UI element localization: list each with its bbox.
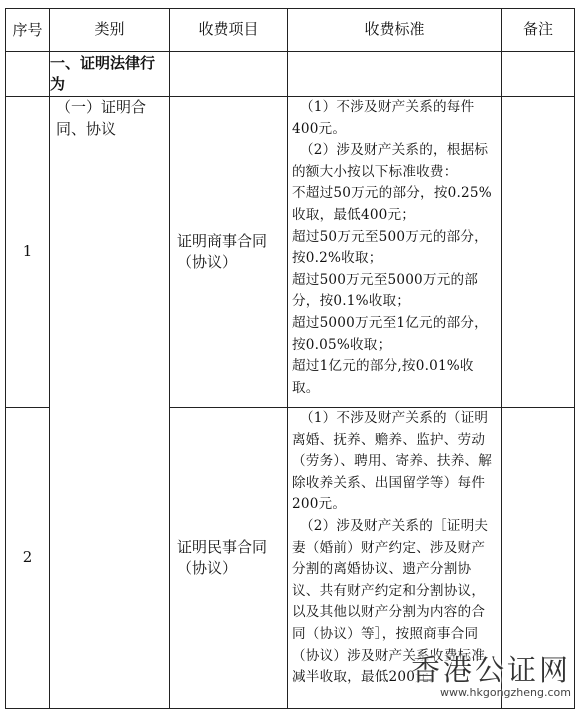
header-note: 备注 bbox=[502, 9, 575, 52]
section-row bbox=[6, 52, 575, 97]
watermark-url: www.hkgongzheng.com bbox=[440, 686, 571, 699]
watermark-text: 香港公证网 bbox=[410, 653, 571, 687]
section-item-cell bbox=[170, 52, 288, 97]
standard-line: （1）不涉及财产关系的（证明离婚、抚养、赡养、监护、劳动（劳务）、聘用、寄养、扶养、解除收养关系、出国留学等）每件200元。 bbox=[292, 410, 493, 513]
header-standard: 收费标准 bbox=[288, 9, 502, 52]
standard-line: 超过1亿元的部分,按0.01%收取。 bbox=[292, 358, 474, 396]
row-number: 2 bbox=[6, 408, 50, 709]
header-item: 收费项目 bbox=[170, 9, 288, 52]
standard-line: 超过5000万元至1亿元的部分，按0.05%收取； bbox=[292, 314, 488, 353]
row-note bbox=[502, 97, 575, 408]
section-note-cell bbox=[502, 52, 575, 97]
section-no-cell bbox=[6, 52, 50, 97]
row-item: 证明民事合同（协议） bbox=[170, 408, 288, 709]
row-category: （一）证明合同、协议 bbox=[50, 97, 170, 709]
watermark bbox=[411, 648, 571, 699]
header-category: 类别 bbox=[50, 9, 170, 52]
standard-line: 超过50万元至500万元的部分，按0.2%收取； bbox=[292, 228, 488, 267]
header-no: 序号 bbox=[6, 9, 50, 52]
section-standard-cell bbox=[288, 52, 502, 97]
standard-line: （1）不涉及财产关系的每件400元。 bbox=[292, 99, 475, 137]
standard-line: 不超过50万元的部分，按0.25%收取，最低400元； bbox=[292, 185, 492, 223]
fee-table bbox=[5, 8, 575, 709]
row-item: 证明商事合同（协议） bbox=[170, 97, 288, 408]
standard-line: （2）涉及财产关系的［证明夫妻（婚前）财产约定、涉及财产分割的离婚协议、遗产分割协议、共有财产约定和分割协议，以及其他以财产分割为内容的合同（协议）等］，按照商事合同（协议）涉及财产关系收费标准减半收取，最低200元。 bbox=[292, 517, 489, 686]
standard-line: （2）涉及财产关系的，根据标的额大小按以下标准收费： bbox=[292, 142, 489, 180]
standard-line: 超过500万元至5000万元的部分，按0.1%收取； bbox=[292, 271, 479, 310]
row-number: 1 bbox=[6, 97, 50, 408]
table-header-row bbox=[6, 9, 575, 52]
table-row bbox=[6, 97, 575, 408]
section-title: 一、证明法律行为 bbox=[50, 52, 170, 97]
row-standard bbox=[288, 97, 502, 408]
